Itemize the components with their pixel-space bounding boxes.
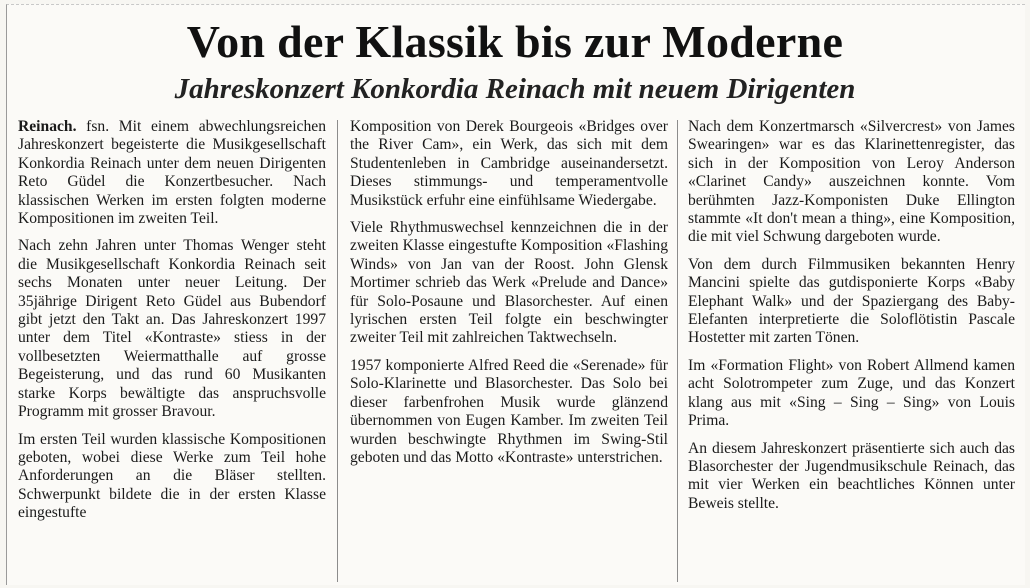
paragraph: Nach dem Konzertmarsch «Silvercrest» von James Swearingen» war es das Klarinettenregister, das sich in der Komposition von Leroy Anderson «Clarinet Candy» auszeichnen konnte. Vom berühmten Jazz-Komponisten Duke Ellington stammte «It don't mean a thing», eine Komposition, die mit viel Schwung dargeboten wurde. [688,118,1015,246]
paragraph: Viele Rhythmuswechsel kennzeichnen die in der zweiten Klasse eingestufte Komposition «Flashing Winds» von Jan van der Roost. John Glensk Mortimer schrieb das Werk «Prelude and Dance» für Solo-Posaune und Blasorchester. Auf einen lyrischen ersten Teil folgte ein beschwingter zweiter Teil mit zahlreichen Taktwechseln. [350,219,668,347]
paragraph: 1957 komponierte Alfred Reed die «Serenade» für Solo-Klarinette und Blasorchester. Das Solo bei dieser farbenfrohen Musik wurde glänzend übernommen von Eugen Kamber. Im zweiten Teil wurden beschwingte Rhythmen im Swing-Stil geboten und das Motto «Kontraste» unterstrichen. [350,356,668,466]
paragraph: Nach zehn Jahren unter Thomas Wenger steht die Musikgesellschaft Konkordia Reinach seit sechs Monaten unter neuer Leitung. Der 35jährige Dirigent Reto Güdel aus Bubendorf gibt jetzt den Takt an. Das Jahreskonzert 1997 unter dem Titel «Kontraste» stiess in der vollbesetzten Weiermatthalle auf grosse Begeisterung, und das rund 60 Musikanten starke Korps bewältigte das anspruchsvolle Programm mit grosser Bravour. [18,237,326,421]
headline: Von der Klassik bis zur Moderne [186,16,844,67]
column-divider [677,120,678,582]
column-divider [337,120,338,582]
subheadline: Jahreskonzert Konkordia Reinach mit neuem Dirigenten [174,73,856,105]
paragraph: Im ersten Teil wurden klassische Kompositionen geboten, wobei diese Werke zum Teil hohe Anforderungen an die Bläser stellten. Schwerpunkt bildete die in der ersten Klasse eingestufte [18,430,326,522]
paragraph: An diesem Jahreskonzert präsentierte sich auch das Blasorchester der Jugendmusikschule Reinach, das mit vier Werken ein beachtliches Können unter Beweis stellte. [688,439,1015,512]
article-column-1 [18,118,326,532]
article-column-2 [350,118,668,476]
paragraph: Im «Formation Flight» von Robert Allmend kamen acht Solotrompeter zum Zuge, und das Konzert klang aus mit «Sing – Sing – Sing» von Louis Prima. [688,356,1015,430]
paragraph-text: fsn. Mit einem abwechlungsreichen Jahreskonzert begeisterte die Musikgesellschaft Konkordia Reinach unter dem neuen Dirigenten Reto Güdel die Konzertbesucher. Nach klassischen Werken im ersten folgten moderne Kompositionen im zweiten Teil. [18,118,326,228]
article-column-3 [688,118,1015,522]
dateline: Reinach. [18,118,77,135]
paragraph [18,118,326,228]
paragraph: Von dem durch Filmmusiken bekannten Henry Mancini spielte das gutdisponierte Korps «Baby Elephant Walk» und der Spaziergang des Baby-Elefanten interpretierte die Soloflötistin Pascale Hostetter mit zarten Tönen. [688,255,1015,347]
paragraph: Komposition von Derek Bourgeois «Bridges over the River Cam», ein Werk, das sich mit dem Studentenleben in Cambridge auseinandersetzt. Dieses stimmungs- und temperamentvolle Musikstück erfuhr eine einfühlsame Wiedergabe. [350,118,668,209]
